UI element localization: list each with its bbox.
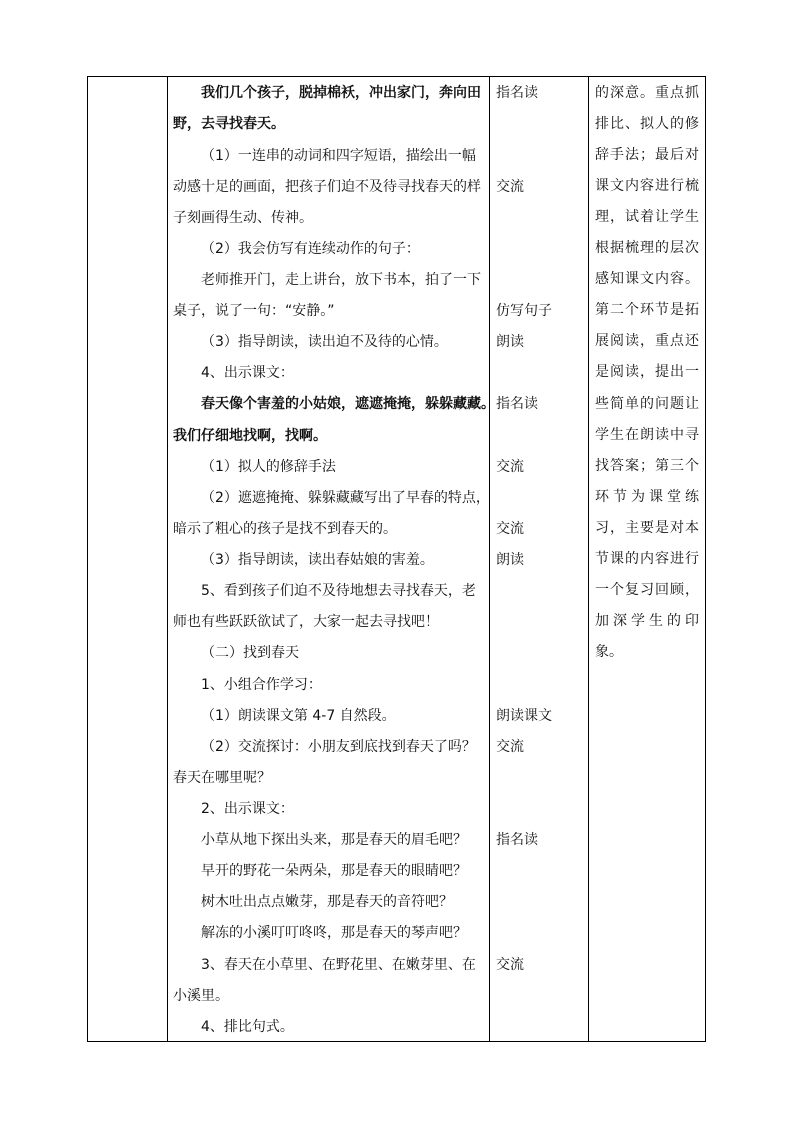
design-intent-column [589, 77, 705, 1041]
intent-text-line: 环节为课堂练 [595, 488, 699, 505]
lesson-text-line: 5、看到孩子们迫不及待地想去寻找春天，老 [201, 583, 476, 599]
lesson-text-line: 师也有些跃跃欲试了，大家一起去寻找吧！ [173, 614, 439, 630]
lesson-text-line: 桌子，说了一句：“安静。” [173, 303, 335, 319]
lesson-text-line: 我们仔细地找啊，找啊。 [173, 428, 327, 444]
lesson-text-line: （3）指导朗读，读出迫不及待的心情。 [201, 334, 448, 350]
intent-text-line: 一个复习回顾， [595, 581, 699, 598]
activity-label: 指名读 [496, 85, 538, 101]
lesson-plan-table [87, 76, 706, 1042]
intent-text-line: 理，试着让学生 [595, 209, 699, 226]
lesson-text-line: 我们几个孩子，脱掉棉袄，冲出家门，奔向田 [201, 85, 481, 101]
lesson-text-line: （1）一连串的动词和四字短语，描绘出一幅 [201, 148, 476, 164]
lesson-text-line: 早开的野花一朵两朵，那是春天的眼睛吧？ [201, 863, 467, 879]
lesson-text-line: 暗示了粗心的孩子是找不到春天的。 [173, 521, 397, 537]
lesson-text-line: 解冻的小溪叮叮咚咚，那是春天的琴声吧？ [201, 925, 467, 941]
activity-label: 交流 [496, 521, 524, 537]
activity-label: 指名读 [496, 832, 538, 848]
activity-label: 朗读 [496, 552, 524, 568]
intent-text-line: 些简单的问题让 [595, 395, 699, 412]
intent-text-line: 节课的内容进行 [595, 550, 699, 567]
intent-text-line: 第二个环节是拓 [595, 302, 699, 319]
activity-label: 指名读 [496, 396, 538, 412]
activity-label: 交流 [496, 739, 524, 755]
intent-text-line: 辞手法；最后对 [595, 147, 699, 164]
intent-text-line: 是阅读，提出一 [595, 364, 699, 381]
intent-text-line: 象。 [595, 643, 623, 660]
lesson-text-line: 春天在哪里呢？ [173, 770, 271, 786]
intent-text-line: 习，主要是对本 [595, 519, 699, 536]
student-activity-column [490, 77, 587, 1041]
lesson-text-line: 野，去寻找春天。 [173, 116, 285, 132]
lesson-text-line: （二）找到春天 [201, 645, 299, 661]
lesson-text-line: 子刻画得生动、传神。 [173, 210, 313, 226]
lesson-text-line: 3、春天在小草里、在野花里、在嫩芽里、在 [201, 957, 476, 973]
activity-label: 交流 [496, 957, 524, 973]
intent-text-line: 加深学生的印 [595, 612, 699, 629]
activity-label: 朗读课文 [496, 708, 552, 724]
lesson-text-line: 4、排比句式。 [201, 1019, 294, 1035]
lesson-text-line: （1）朗读课文第 4-7 自然段。 [201, 708, 396, 724]
lesson-text-line: （3）指导朗读，读出春姑娘的害羞。 [201, 552, 434, 568]
lesson-text-line: （1）拟人的修辞手法 [201, 459, 336, 475]
intent-text-line: 展阅读，重点还 [595, 333, 699, 350]
lesson-text-line: 2、出示课文： [201, 801, 294, 817]
intent-text-line: 学生在朗读中寻 [595, 426, 699, 443]
lesson-text-line: 动感十足的画面，把孩子们迫不及待寻找春天的样 [173, 179, 481, 195]
intent-text-line: 排比、拟人的修 [595, 116, 699, 133]
lesson-text-line: 1、小组合作学习： [201, 677, 322, 693]
lesson-text-line: （2）遮遮掩掩、躲躲藏藏写出了早春的特点， [201, 490, 490, 506]
lesson-text-line: 老师推开门，走上讲台，放下书本，拍了一下 [201, 272, 481, 288]
activity-label: 仿写句子 [496, 303, 552, 319]
lesson-text-line: （2）我会仿写有连续动作的句子： [201, 241, 420, 257]
lesson-text-line: 春天像个害羞的小姑娘，遮遮掩掩，躲躲藏藏。 [201, 396, 495, 412]
intent-text-line: 根据梳理的层次 [595, 240, 699, 257]
intent-text-line: 的深意。重点抓 [595, 85, 699, 101]
intent-text-line: 找答案；第三个 [595, 457, 699, 474]
lesson-text-line: 小草从地下探出头来，那是春天的眉毛吧？ [201, 832, 467, 848]
intent-text-line: 课文内容进行梳 [595, 178, 699, 195]
activity-label: 朗读 [496, 334, 524, 350]
activity-label: 交流 [496, 179, 524, 195]
lesson-text-line: 小溪里。 [173, 988, 229, 1004]
lesson-text-line: 树木吐出点点嫩芽，那是春天的音符吧？ [201, 894, 453, 910]
lesson-text-line: 4、出示课文： [201, 365, 294, 381]
lesson-text-line: （2）交流探讨：小朋友到底找到春天了吗？ [201, 739, 476, 755]
intent-text-line: 感知课文内容。 [595, 271, 699, 288]
activity-label: 交流 [496, 459, 524, 475]
teaching-process-column [168, 77, 495, 1041]
